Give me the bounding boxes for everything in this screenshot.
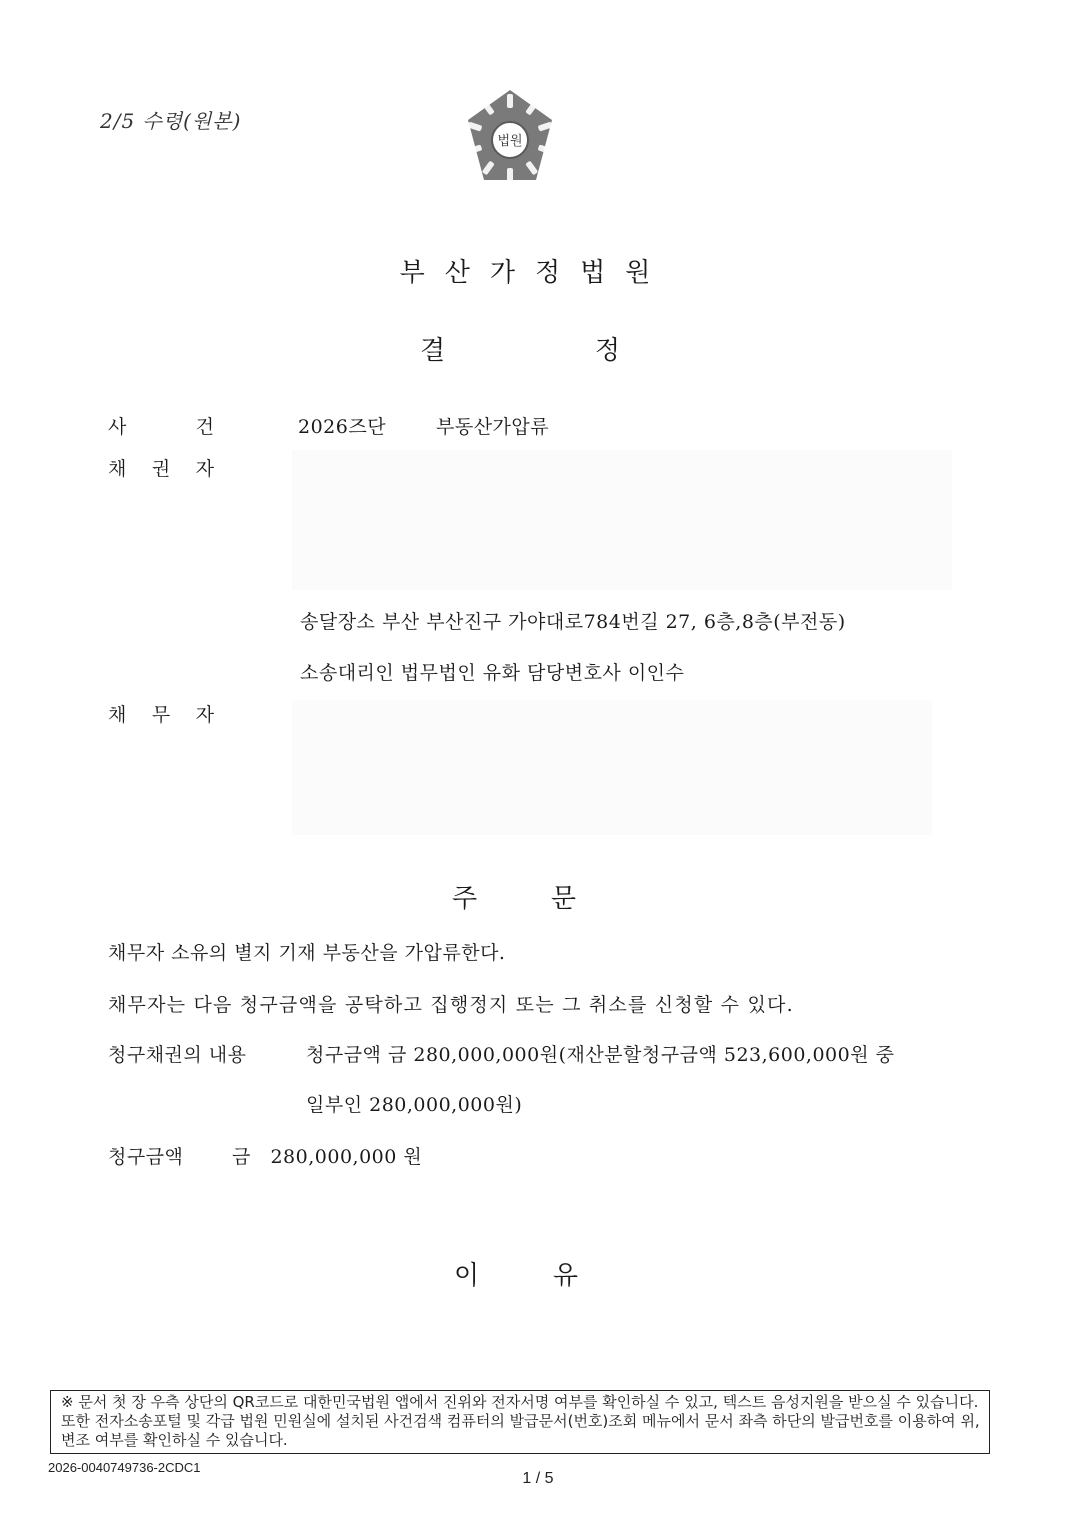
creditor-label bbox=[108, 454, 214, 481]
svg-text:법원: 법원 bbox=[497, 134, 523, 149]
creditor-redaction bbox=[292, 450, 952, 590]
amount-label: 청구금액 bbox=[108, 1146, 184, 1168]
case-label-char: 건 bbox=[195, 416, 214, 438]
case-label bbox=[108, 412, 214, 439]
order-title-char: 주 bbox=[452, 884, 478, 914]
order-line-1: 채무자 소유의 별지 기재 부동산을 가압류한다. bbox=[108, 942, 506, 964]
claim-content-line-1: 청구금액 금 280,000,000원(재산분할청구금액 523,600,000원 중 bbox=[306, 1044, 895, 1066]
case-name: 부동산가압류 bbox=[436, 416, 550, 438]
page-number: 1 / 5 bbox=[522, 1470, 554, 1487]
verification-notice: ※ 문서 첫 장 우측 상단의 QR코드로 대한민국법원 앱에서 진위와 전자서명 여부를 확인하실 수 있고, 텍스트 음성지원을 받으실 수 있습니다. 또한 전자소송포털 및 각급 법원 민원실에 설치된 사건검색 컴퓨터의 발급문서(번호)조회 메뉴에서 문서 좌측 하단의 발급번호를 이용하여 위,변조 여부를 확인하실 수 있습니다. bbox=[50, 1390, 990, 1454]
debtor-label bbox=[108, 700, 214, 727]
creditor-attorney: 소송대리인 법무법인 유화 담당변호사 이인수 bbox=[300, 662, 685, 684]
decision-title-right: 정 bbox=[594, 336, 620, 366]
debtor-redaction bbox=[292, 700, 932, 835]
claim-content-line-2: 일부인 280,000,000원) bbox=[306, 1094, 523, 1116]
creditor-label-char: 권 bbox=[151, 458, 171, 480]
creditor-label-char: 자 bbox=[195, 458, 214, 480]
creditor-service-address: 송달장소 부산 부산진구 가야대로784번길 27, 6층,8층(부전동) bbox=[300, 611, 846, 633]
reason-title bbox=[454, 1255, 578, 1292]
reason-title-char: 유 bbox=[552, 1261, 578, 1291]
decision-title-left: 결 bbox=[420, 336, 446, 366]
court-name: 부산가정법원 bbox=[399, 258, 671, 288]
debtor-label-char: 무 bbox=[151, 704, 171, 726]
case-label-char: 사 bbox=[108, 416, 127, 438]
court-seal-emblem bbox=[466, 88, 554, 184]
claim-label: 청구채권의 내용 bbox=[108, 1044, 247, 1066]
debtor-label-char: 채 bbox=[108, 704, 127, 726]
handwritten-note: 2/5 수령(원본) bbox=[100, 109, 242, 133]
reason-title-char: 이 bbox=[454, 1261, 480, 1291]
order-title bbox=[452, 878, 576, 915]
debtor-label-char: 자 bbox=[195, 704, 214, 726]
case-number: 2026즈단 bbox=[298, 416, 387, 438]
amount-value: 금 280,000,000 원 bbox=[232, 1146, 423, 1168]
decision-title bbox=[420, 330, 620, 367]
issue-number: 2026-0040749736-2CDC1 bbox=[48, 1460, 201, 1475]
order-line-2: 채무자는 다음 청구금액을 공탁하고 집행정지 또는 그 취소를 신청할 수 있다. bbox=[108, 994, 794, 1016]
order-title-char: 문 bbox=[550, 884, 576, 914]
creditor-label-char: 채 bbox=[108, 458, 127, 480]
